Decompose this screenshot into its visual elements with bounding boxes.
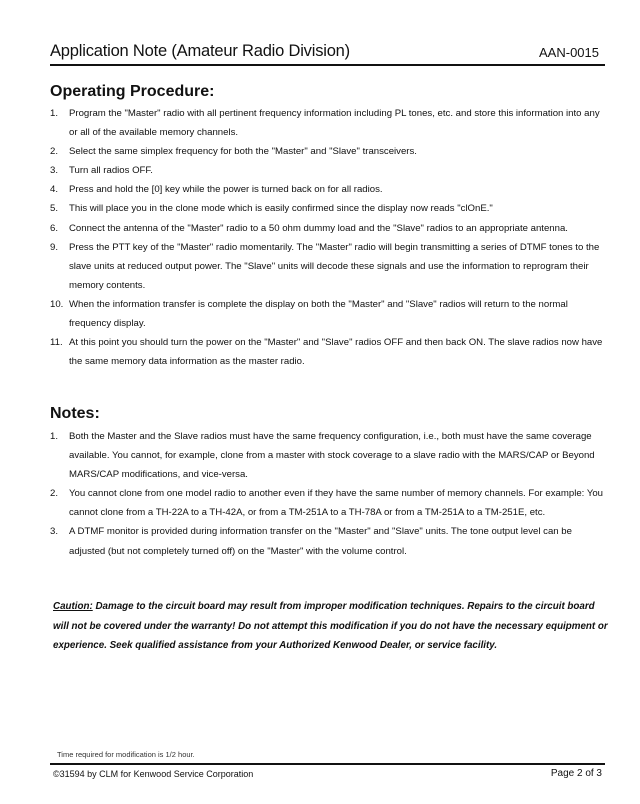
step-text: Turn all radios OFF.	[69, 165, 153, 177]
step-number: 1.	[50, 108, 59, 119]
note-number: 1.	[50, 431, 59, 442]
step-number: 4.	[50, 184, 59, 196]
caution-text: Damage to the circuit board may result from improper modification techniques. Repairs to the circuit board will not be covered under the warranty! Do not attempt this modification if you do not have the necessary equipment or experience. Seek qualified assistance from your Authorized Kenwood Dealer, or service facility.	[53, 601, 608, 652]
procedure-step	[50, 295, 610, 333]
note-text: You cannot clone from one model radio to another even if they have the same number of memory channels. For example: You cannot clone from a TH-22A to a TH-42A, or from a TM-251A to a TH-78A or from a TM-251A to a TM-251E, etc.	[69, 488, 604, 519]
step-number: 3.	[50, 165, 59, 177]
step-number: 10.	[50, 298, 64, 310]
step-number: 9.	[50, 241, 59, 253]
caution-label: Caution:	[53, 601, 93, 612]
procedure-step	[50, 104, 610, 142]
step-text: Press and hold the [0] key while the power is turned back on for all radios.	[69, 184, 383, 196]
step-text: When the information transfer is complete the display on both the "Master" and "Slave" radios will return to the normal frequency display.	[69, 298, 568, 330]
note-text: Both the Master and the Slave radios must have the same frequency configuration, i.e., both must have the same coverage available. You cannot, for example, clone from a master with stock coverage to a slave radio with the MARS/CAP or Beyond MARS/CAP modifications, and vice-versa.	[69, 431, 595, 481]
procedure-step	[50, 180, 610, 199]
step-text: Program the "Master" radio with all pertinent frequency information including PL tones, etc. and store this information into any or all of the available memory channels.	[69, 108, 600, 139]
step-number: 2.	[50, 146, 59, 158]
step-text: This will place you in the clone mode which is easily confirmed since the display now reads "clOnE."	[69, 203, 493, 215]
note-item	[50, 427, 610, 484]
step-text: At this point you should turn the power on the "Master" and "Slave" radios OFF and then back ON. The slave radios now have the same memory data information as the master radio.	[69, 337, 603, 368]
step-number: 6.	[50, 222, 59, 234]
footer-divider	[50, 763, 605, 765]
step-number: 11.	[50, 337, 63, 349]
caution-paragraph	[53, 597, 613, 656]
notes-heading: Notes:	[50, 405, 100, 422]
operating-procedure-list	[50, 104, 610, 371]
notes-list	[50, 427, 610, 561]
header-title-main: Application Note	[50, 42, 167, 60]
procedure-step	[50, 333, 610, 371]
page-number: Page 2 of 3	[550, 768, 602, 779]
header-title-sub: (Amateur Radio Division)	[171, 42, 350, 60]
step-text: Press the PTT key of the "Master" radio momentarily. The "Master" radio will begin transmitting a series of DTMF tones to the slave units at reduced output power. The "Slave" units will decode these signals and use the information to reprogram their memory contents.	[69, 241, 600, 291]
procedure-step	[50, 219, 610, 238]
procedure-step	[50, 199, 610, 218]
procedure-step	[50, 238, 610, 295]
note-item	[50, 522, 610, 560]
note-item	[50, 484, 610, 522]
procedure-step	[50, 142, 610, 161]
step-text: Connect the antenna of the "Master" radio to a 50 ohm dummy load and the "Slave" radios to an appropriate antenna.	[69, 222, 568, 234]
note-text: A DTMF monitor is provided during information transfer on the "Master" and "Slave" units. The tone output level can be adjusted (but not completely turned off) on the "Master" with the volume control.	[69, 526, 572, 557]
step-text: Select the same simplex frequency for both the "Master" and "Slave" transceivers.	[69, 146, 417, 158]
time-required-note: Time required for modification is 1/2 hour.	[57, 750, 195, 759]
operating-procedure-heading: Operating Procedure:	[50, 83, 215, 100]
document-number: AAN-0015	[539, 45, 599, 60]
copyright-text: ©31594 by CLM for Kenwood Service Corporation	[53, 769, 254, 779]
note-number: 3.	[50, 526, 59, 538]
step-number: 5.	[50, 203, 59, 215]
procedure-step	[50, 161, 610, 180]
note-number: 2.	[50, 488, 59, 500]
header-title	[50, 42, 350, 61]
page-header	[50, 40, 605, 66]
